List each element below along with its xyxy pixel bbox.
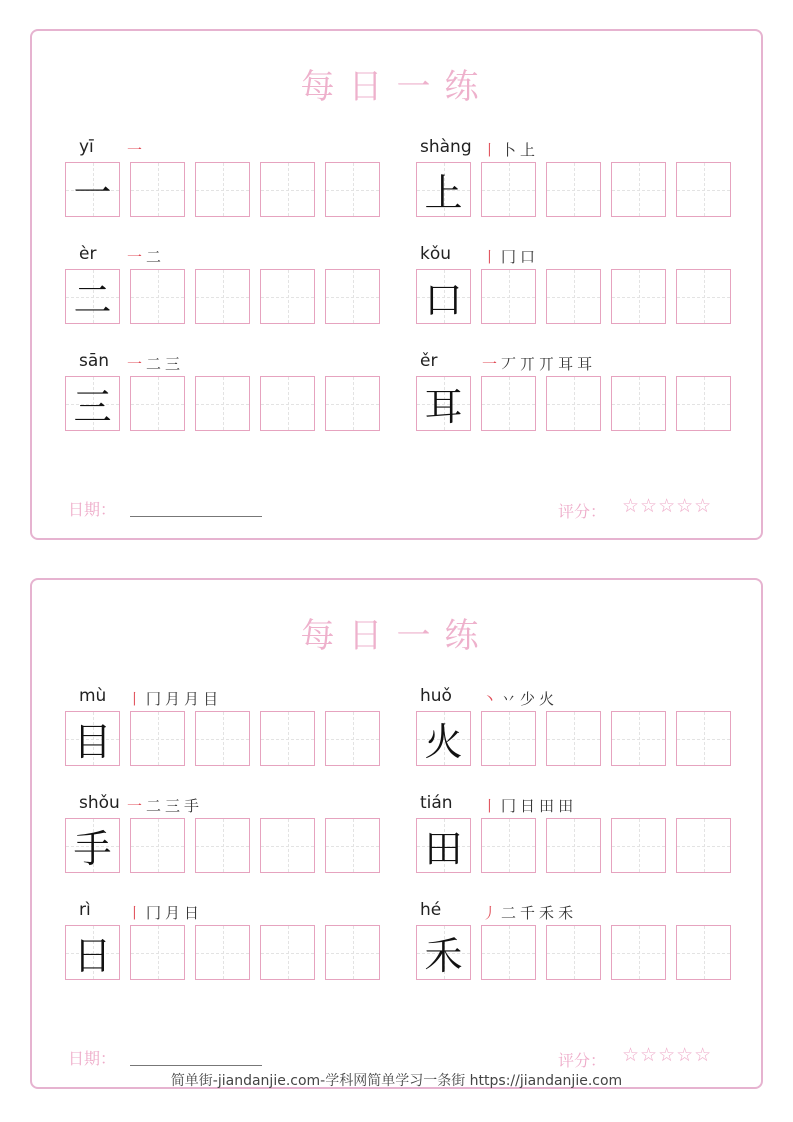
model-character-cell (416, 162, 471, 217)
stroke-step: 丌 (539, 355, 555, 373)
stroke-step: 二 (146, 797, 162, 815)
stroke-step: 丨 (482, 797, 498, 815)
practice-cell[interactable] (195, 269, 250, 324)
model-character: 耳 (424, 385, 463, 429)
character-entry (65, 793, 385, 883)
pinyin-label: èr (79, 244, 97, 264)
practice-cell[interactable] (260, 925, 315, 980)
stroke-step: 月 (165, 904, 181, 922)
score-label: 评分： (558, 502, 607, 521)
pinyin-label: kǒu (420, 244, 452, 264)
stroke-step: 上 (520, 141, 536, 159)
model-character: 一 (73, 171, 112, 215)
practice-cell[interactable] (481, 925, 536, 980)
stroke-order (127, 795, 203, 816)
character-entry (416, 244, 736, 334)
score-label: 评分： (558, 1051, 607, 1070)
stroke-order (482, 353, 596, 374)
practice-cell[interactable] (195, 711, 250, 766)
stroke-step: 一 (482, 355, 498, 373)
model-character: 目 (73, 720, 112, 764)
model-character-cell (416, 925, 471, 980)
stroke-order (482, 139, 539, 160)
practice-cell[interactable] (481, 376, 536, 431)
practice-cell[interactable] (611, 818, 666, 873)
character-entry (65, 686, 385, 776)
stroke-step: 禾 (558, 904, 574, 922)
model-character: 日 (73, 934, 112, 978)
practice-cell[interactable] (546, 269, 601, 324)
practice-cell[interactable] (195, 925, 250, 980)
stroke-step: 日 (184, 904, 200, 922)
pinyin-label: huǒ (420, 686, 452, 706)
card-title: 每日一练 (300, 616, 493, 656)
stroke-order (127, 688, 222, 709)
practice-cell[interactable] (260, 269, 315, 324)
practice-cell[interactable] (130, 711, 185, 766)
stroke-step: 丆 (501, 355, 517, 373)
character-entry (65, 137, 385, 227)
stroke-order (482, 246, 539, 267)
character-entry (416, 900, 736, 990)
pinyin-label: shàng (420, 137, 472, 157)
practice-cell[interactable] (130, 925, 185, 980)
model-character-cell (416, 376, 471, 431)
model-character-cell (65, 925, 120, 980)
pinyin-label: ěr (420, 351, 438, 371)
practice-cell[interactable] (130, 376, 185, 431)
model-character: 二 (73, 278, 112, 322)
stroke-step: 火 (539, 690, 555, 708)
stroke-step: 二 (146, 248, 162, 266)
practice-cell[interactable] (676, 711, 731, 766)
card-title: 每日一练 (300, 67, 493, 107)
practice-cell[interactable] (325, 711, 380, 766)
model-character: 三 (73, 385, 112, 429)
practice-cell[interactable] (260, 818, 315, 873)
stroke-step: 丨 (482, 248, 498, 266)
stroke-step: 二 (501, 904, 517, 922)
stroke-order (482, 795, 577, 816)
stroke-order (482, 902, 577, 923)
practice-cell[interactable] (546, 711, 601, 766)
practice-cell[interactable] (195, 376, 250, 431)
stroke-step: 一 (127, 355, 143, 373)
stroke-order (127, 139, 146, 160)
stroke-step: 冂 (146, 690, 162, 708)
stroke-step: 三 (165, 797, 181, 815)
date-label: 日期： (68, 500, 117, 519)
model-character-cell (416, 269, 471, 324)
practice-cell[interactable] (325, 925, 380, 980)
practice-cell[interactable] (481, 711, 536, 766)
practice-cell[interactable] (325, 376, 380, 431)
practice-cell[interactable] (481, 818, 536, 873)
pinyin-label: shǒu (79, 793, 120, 813)
character-entry (65, 244, 385, 334)
practice-cell[interactable] (481, 269, 536, 324)
stroke-step: 千 (520, 904, 536, 922)
footer-text: 简单街-jiandanjie.com-学科网简单学习一条街 https://jiandanjie.com (170, 1073, 623, 1089)
model-character-cell (65, 376, 120, 431)
stroke-step: 耳 (558, 355, 574, 373)
practice-cell[interactable] (130, 818, 185, 873)
practice-cell[interactable] (325, 818, 380, 873)
stroke-step: 丨 (127, 904, 143, 922)
stroke-step: 二 (146, 355, 162, 373)
character-entry (65, 900, 385, 990)
character-entry (416, 793, 736, 883)
practice-cell[interactable] (676, 269, 731, 324)
star-rating[interactable]: ☆☆☆☆☆ (622, 1044, 713, 1066)
model-character: 口 (424, 278, 463, 322)
model-character: 禾 (424, 934, 463, 978)
model-character: 田 (424, 827, 463, 871)
stroke-step: 日 (520, 797, 536, 815)
practice-card (30, 578, 763, 1089)
practice-cell[interactable] (546, 376, 601, 431)
stroke-step: 一 (127, 141, 143, 159)
character-entry (416, 686, 736, 776)
practice-cell[interactable] (546, 925, 601, 980)
stroke-step: 丌 (520, 355, 536, 373)
practice-cell[interactable] (260, 162, 315, 217)
character-entry (65, 351, 385, 441)
practice-cell[interactable] (676, 925, 731, 980)
stroke-step: 目 (203, 690, 219, 708)
stroke-step: 冂 (146, 904, 162, 922)
character-entry (416, 351, 736, 441)
model-character-cell (416, 818, 471, 873)
pinyin-label: mù (79, 686, 107, 706)
stroke-step: 耳 (577, 355, 593, 373)
date-label: 日期： (68, 1049, 117, 1068)
practice-cell[interactable] (546, 818, 601, 873)
stroke-step: 少 (520, 690, 536, 708)
practice-cell[interactable] (325, 269, 380, 324)
stroke-step: 一 (127, 248, 143, 266)
stroke-order (127, 246, 165, 267)
stroke-step: 冂 (501, 248, 517, 266)
model-character-cell (416, 711, 471, 766)
pinyin-label: yī (79, 137, 94, 157)
model-character: 上 (424, 171, 463, 215)
stroke-step: 口 (520, 248, 536, 266)
practice-cell[interactable] (195, 162, 250, 217)
model-character-cell (65, 711, 120, 766)
stroke-order (127, 353, 184, 374)
stroke-step: 丷 (501, 690, 517, 708)
model-character: 手 (73, 827, 112, 871)
pinyin-label: sān (79, 351, 110, 371)
stroke-step: 卜 (501, 141, 517, 159)
stroke-step: 丶 (482, 690, 498, 708)
stroke-step: 手 (184, 797, 200, 815)
date-input-line[interactable] (130, 516, 262, 517)
pinyin-label: rì (79, 900, 91, 920)
model-character-cell (65, 818, 120, 873)
stroke-step: 禾 (539, 904, 555, 922)
stroke-order (482, 688, 558, 709)
stroke-step: 冂 (501, 797, 517, 815)
date-input-line[interactable] (130, 1065, 262, 1066)
practice-cell[interactable] (611, 269, 666, 324)
stroke-step: 田 (539, 797, 555, 815)
star-rating[interactable]: ☆☆☆☆☆ (622, 495, 713, 517)
practice-cell[interactable] (130, 162, 185, 217)
practice-cell[interactable] (260, 711, 315, 766)
character-entry (416, 137, 736, 227)
practice-cell[interactable] (260, 376, 315, 431)
practice-cell[interactable] (546, 162, 601, 217)
pinyin-label: hé (420, 900, 442, 920)
practice-cell[interactable] (611, 925, 666, 980)
stroke-step: 丨 (127, 690, 143, 708)
stroke-order (127, 902, 203, 923)
practice-cell[interactable] (481, 162, 536, 217)
practice-cell[interactable] (676, 162, 731, 217)
stroke-step: 三 (165, 355, 181, 373)
practice-cell[interactable] (130, 269, 185, 324)
practice-cell[interactable] (611, 162, 666, 217)
practice-cell[interactable] (325, 162, 380, 217)
model-character: 火 (424, 720, 463, 764)
pinyin-label: tián (420, 793, 453, 813)
practice-card (30, 29, 763, 540)
practice-cell[interactable] (611, 376, 666, 431)
stroke-step: 月 (165, 690, 181, 708)
stroke-step: 丨 (482, 141, 498, 159)
practice-cell[interactable] (676, 376, 731, 431)
model-character-cell (65, 162, 120, 217)
stroke-step: 丿 (482, 904, 498, 922)
stroke-step: 田 (558, 797, 574, 815)
model-character-cell (65, 269, 120, 324)
stroke-step: 一 (127, 797, 143, 815)
stroke-step: 月 (184, 690, 200, 708)
practice-cell[interactable] (195, 818, 250, 873)
practice-cell[interactable] (611, 711, 666, 766)
practice-cell[interactable] (676, 818, 731, 873)
